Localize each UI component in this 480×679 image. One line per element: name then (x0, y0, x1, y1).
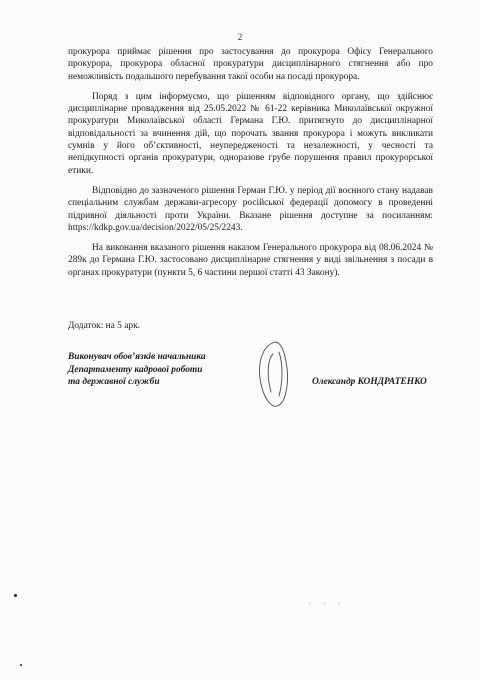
bleed-through-mark: ▪ ▪ ▪ (308, 598, 346, 610)
paragraph-decision-details: Відповідно до зазначеного рішення Герман Г.Ю. у період дії воєнного стану надавав спеціальним службам держави-агресору російської федерації допомогу в проведенні підривної діяльності проти України. Вказане рішення доступне за посиланням: https://kdkp.gov.ua/decision/2022/05/25/2243. (68, 185, 433, 233)
signatory-position (68, 351, 243, 389)
scan-speck (20, 664, 22, 666)
signatory-name: Олександр КОНДРАТЕНКО (312, 377, 427, 387)
paragraph-continuation: прокурора приймає рішення про застосування до прокурора Офісу Генерального прокурора, прокурора обласної прокуратури дисциплінарного стягнення або про неможливість подальшого перебування такої особи на посаді прокурора. (68, 47, 433, 82)
signatory-position-line: та державної служби (68, 377, 160, 387)
scan-speck (14, 594, 17, 597)
attachment-note: Додаток: на 5 арк. (68, 321, 140, 331)
handwritten-signature (255, 338, 295, 412)
signatory-position-line: Виконувач обов’язків начальника (68, 352, 206, 362)
signatory-position-line: Департаменту кадрової роботи (68, 364, 203, 375)
page-number: 2 (237, 32, 243, 42)
letter-body (68, 46, 433, 287)
paragraph-disciplinary-decision: Поряд з цим інформуємо, що рішенням відповідного органу, що здійснює дисциплінарне провадження від 25.05.2022 № 61-22 керівника Миколаївської окружної прокуратури Миколаївської області Германа Г.Ю. притягнуто до дисциплінарної відповідальності за вчинення дій, що порочать звання прокурора і можуть викликати сумнів у його об’єктивності, неупередженості та незалежності, у чесності та непідкупності органів прокуратури, одноразове грубе порушення правил прокурорської етики. (68, 91, 433, 176)
paragraph-dismissal-order: На виконання вказаного рішення наказом Генерального прокурора від 08.06.2024 № 289к до Германа Г.Ю. застосовано дисциплінарне стягнення у виді звільнення з посади в органах прокуратури (пункти 5, 6 частини першої статті 43 Закону). (68, 243, 433, 278)
